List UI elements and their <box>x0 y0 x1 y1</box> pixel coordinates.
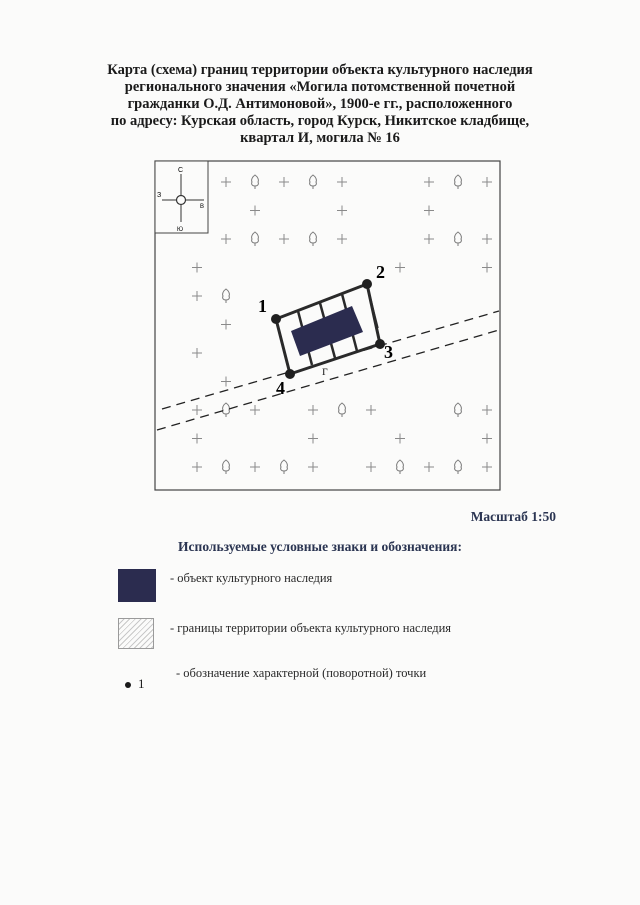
compass-north: С <box>178 167 184 174</box>
grave-cross-icon <box>482 462 492 472</box>
title-line: по адресу: Курская область, город Курск, Никитское кладбище, <box>110 113 530 129</box>
compass-east: В <box>200 204 205 210</box>
cemetery-map <box>154 160 502 492</box>
turning-point-4 <box>285 369 295 379</box>
turning-point-1 <box>271 314 281 324</box>
point-label-1: 1 <box>258 296 267 316</box>
grave-cross-icon <box>337 206 347 216</box>
grave-cross-icon <box>221 320 231 330</box>
grave-cross-icon <box>192 434 202 444</box>
tree-icon <box>397 460 404 474</box>
point-label-3: 3 <box>384 342 393 362</box>
grave-cross-icon <box>482 434 492 444</box>
grave-cross-icon <box>221 377 231 387</box>
tree-icon <box>339 403 346 417</box>
tree-icon <box>223 289 230 303</box>
tree-icon <box>223 460 230 474</box>
title-line: регионального значения «Могила потомственной почетной <box>124 79 516 95</box>
legend-point-marker <box>125 682 131 688</box>
point-label-4: 4 <box>276 378 285 398</box>
grave-cross-icon <box>250 462 260 472</box>
compass <box>155 161 208 233</box>
map-title <box>60 62 580 147</box>
legend-point-number: 1 <box>138 676 145 691</box>
title-line: Карта (схема) границ территории объекта культурного наследия <box>107 62 533 78</box>
grave-cross-icon <box>279 234 289 244</box>
point-label-2: 2 <box>376 262 385 282</box>
grave-cross-icon <box>424 206 434 216</box>
grave-cross-icon <box>424 234 434 244</box>
grave-cross-icon <box>482 405 492 415</box>
grave-cross-icon <box>192 348 202 358</box>
grave-cross-icon <box>308 462 318 472</box>
grave-cross-icon <box>221 234 231 244</box>
tree-icon <box>455 403 462 417</box>
grave-cross-icon <box>424 177 434 187</box>
grave-cross-icon <box>366 405 376 415</box>
grave-cross-icon <box>250 206 260 216</box>
tree-icon <box>310 232 317 246</box>
grave-cross-icon <box>366 462 376 472</box>
grave-cross-icon <box>308 405 318 415</box>
grave-cross-icon <box>482 234 492 244</box>
tree-icon <box>310 175 317 189</box>
legend-point-text: - обозначение характерной (поворотной) точки <box>176 666 427 680</box>
grave-cross-icon <box>308 434 318 444</box>
legend-boundary-swatch <box>118 618 154 649</box>
grave-cross-icon <box>192 263 202 273</box>
grave-cross-icon <box>482 263 492 273</box>
tree-icon <box>223 403 230 417</box>
compass-south: Ю <box>177 227 184 233</box>
tree-icon <box>281 460 288 474</box>
grave-cross-icon <box>337 177 347 187</box>
tree-icon <box>455 460 462 474</box>
grave-cross-icon <box>424 462 434 472</box>
legend-heritage-swatch <box>118 569 156 602</box>
map-scale: Масштаб 1:50 <box>470 509 556 524</box>
grave-cross-icon <box>395 263 405 273</box>
tree-icon <box>252 175 259 189</box>
grave-cross-icon <box>192 405 202 415</box>
tree-icon <box>455 175 462 189</box>
grave-cross-icon <box>221 177 231 187</box>
grave-cross-icon <box>279 177 289 187</box>
grave-cross-icon <box>192 291 202 301</box>
tree-icon <box>252 232 259 246</box>
grave-cross-icon <box>192 462 202 472</box>
grave-cross-icon <box>482 177 492 187</box>
turning-point-2 <box>362 279 372 289</box>
grave-cross-icon <box>395 434 405 444</box>
title-line: гражданки О.Д. Антимоновой», 1900-е гг., расположенного <box>127 96 513 112</box>
grave-cross-icon <box>250 405 260 415</box>
legend-heritage-text: - объект культурного наследия <box>170 571 333 585</box>
legend-title: Используемые условные знаки и обозначения: <box>178 539 462 554</box>
legend-boundary-text: - границы территории объекта культурного наследия <box>170 621 452 635</box>
title-line: квартал И, могила № 16 <box>240 130 400 146</box>
compass-west: З <box>157 192 162 199</box>
road-label: г <box>322 364 328 379</box>
tree-icon <box>455 232 462 246</box>
grave-cross-icon <box>337 234 347 244</box>
